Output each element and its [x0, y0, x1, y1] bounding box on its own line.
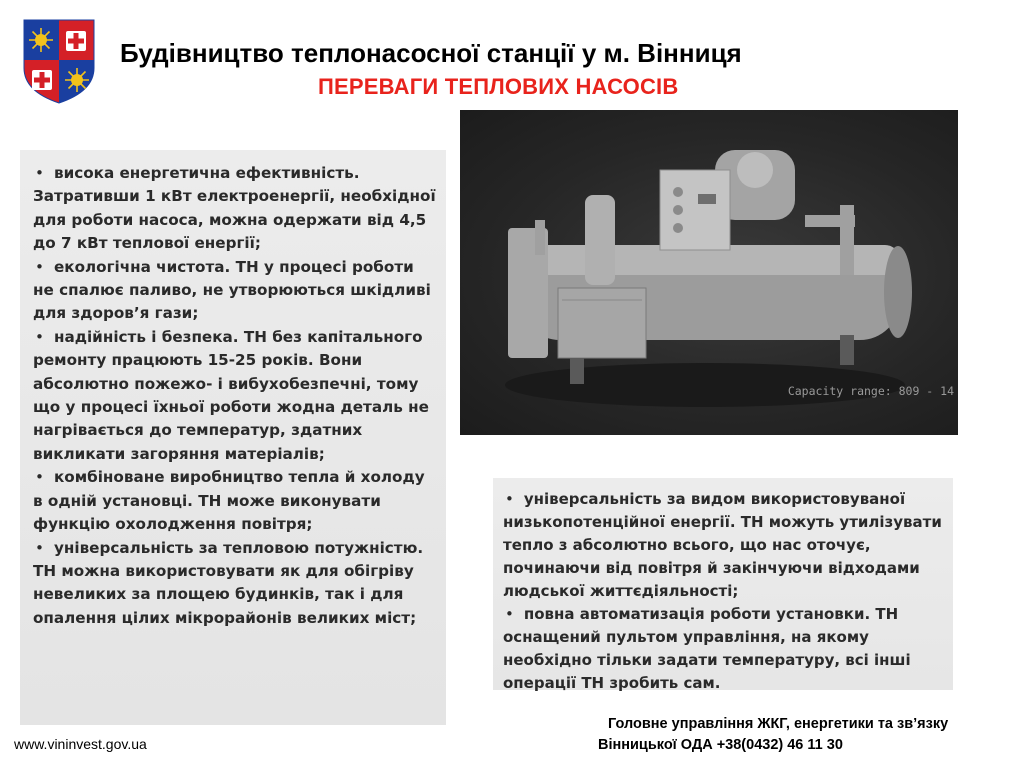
list-item: • висока енергетична ефективність. Затративши 1 кВт електроенергії, необхідної для роботи насоса, можна одержати від 4,5 до 7 кВт теплової енергії;: [33, 164, 436, 253]
bullet-icon: •: [35, 257, 44, 276]
org-phone: Вінницької ОДА +38(0432) 46 11 30: [598, 737, 843, 753]
coat-of-arms-logo: [22, 18, 96, 104]
list-item: • екологічна чистота. ТН у процесі роботи не спалює паливо, не утворюються шкідливі для здоров’я гази;: [33, 257, 431, 323]
list-item: • повна автоматизація роботи установки. ТН оснащений пультом управління, на якому необхідно тільки задати температуру, всі інші операції ТН зробить сам.: [503, 605, 911, 692]
organization-contact: [598, 714, 1018, 756]
bullet-icon: •: [35, 538, 44, 557]
list-item: • надійність і безпека. ТН без капітального ремонту працюють 15-25 років. Вони абсолютно пожежо- і вибухобезпечні, тому що у процесі їхньої роботи жодна деталь не нагрівається до температур, здатних викликати загоряння матеріалів;: [33, 327, 429, 463]
advantages-panel-right: [493, 478, 953, 690]
bullet-icon: •: [505, 605, 514, 623]
page-title: Будівництво теплонасосної станції у м. Вінниця: [120, 38, 742, 68]
advantages-panel-left: [20, 150, 446, 725]
list-item: • комбіноване виробництво тепла й холоду в одній установці. ТН може виконувати функцію охолодження повітря;: [33, 468, 425, 534]
bullet-icon: •: [505, 490, 514, 508]
heat-pump-photo: [460, 110, 958, 435]
bullet-icon: •: [35, 468, 44, 487]
section-subtitle: ПЕРЕВАГИ ТЕПЛОВИХ НАСОСІВ: [318, 74, 679, 99]
org-name: Головне управління ЖКГ, енергетики та зв’язку: [608, 716, 949, 732]
photo-caption: Capacity range: 809 - 14: [787, 384, 954, 398]
bullet-icon: •: [35, 164, 44, 182]
bullet-icon: •: [35, 327, 44, 346]
list-item: • універсальність за видом використовуваної низькопотенційної енергії. ТН можуть утилізувати тепло з абсолютно всього, що нас оточує, починаючи від повітря й закінчуючи відходами людської життєдіяльності;: [503, 490, 942, 600]
website-link[interactable]: www.vininvest.gov.ua: [14, 736, 147, 752]
list-item: • універсальність за тепловою потужністю. ТН можна використовувати як для обігріву невеликих за площею будинків, так і для опалення цілих мікрорайонів великих міст;: [33, 538, 424, 627]
